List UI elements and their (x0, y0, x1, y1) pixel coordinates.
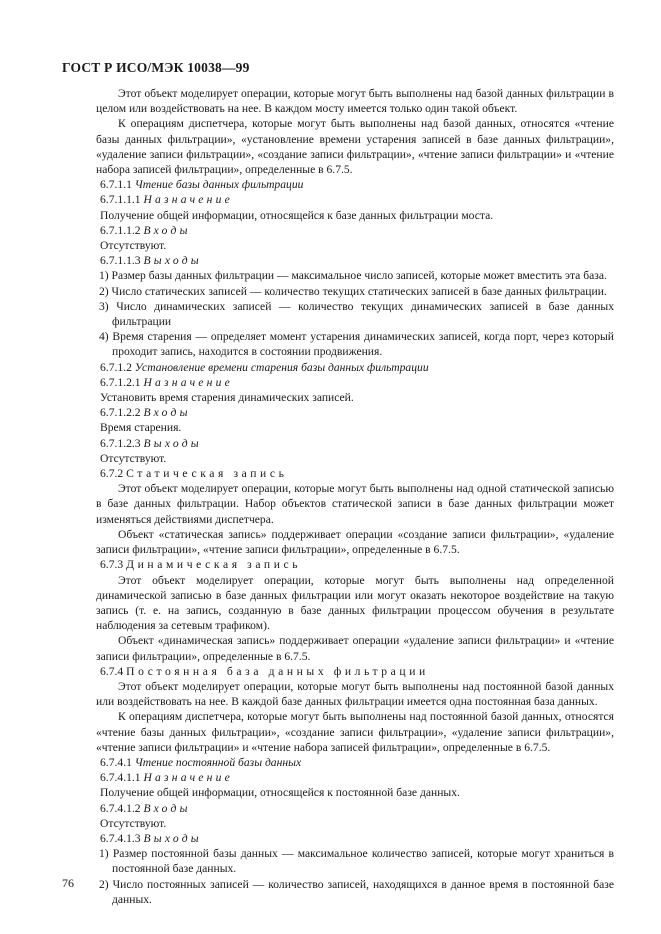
section-heading (96, 405, 614, 420)
list-item: 2) Число статических записей — количество текущих статических записей в базе данных фильтрации. (99, 284, 607, 298)
section-heading (96, 755, 614, 770)
section-number: 6.7.4.1.3 (100, 831, 141, 845)
list-item: 2) Число постоянных записей — количество записей, находящихся в данное время в постоянной базе данных. (99, 877, 614, 906)
paragraph: Время старения. (100, 421, 182, 435)
standard-header: ГОСТ Р ИСО/МЭК 10038—99 (62, 60, 250, 75)
section-number: 6.7.4.1.1 (100, 771, 141, 785)
section-heading (96, 177, 614, 192)
page-number: 76 (62, 876, 74, 890)
section-heading (96, 192, 614, 207)
section-number: 6.7.3 (100, 558, 124, 572)
section-number: 6.7.4.1 (100, 755, 132, 769)
section-number: 6.7.1.2 (100, 360, 132, 374)
section-title: Входы (143, 801, 191, 815)
section-number: 6.7.1.1.3 (100, 254, 141, 268)
paragraph: Отсутствуют. (100, 451, 167, 465)
section-title: Назначение (143, 771, 233, 785)
section-heading (96, 253, 614, 268)
section-heading (96, 664, 614, 679)
section-number: 6.7.2 (100, 467, 124, 481)
paragraph: К операциям диспетчера, которые могут быть выполнены над базой данных, относятся «чтение базы данных фильтрации», «установление времени устарения записей в базе данных фильтрации», «удаление записи фильтрации», «создание записи фильтрации», «чтение записи фильтрации» и «чтение набора записей фильтрации», определенные в 6.7.5. (96, 117, 614, 177)
paragraph: Объект «динамическая запись» поддерживает операции «удаление записи фильтрации» и «чтение записи фильтрации», определенные в 6.7.5. (96, 634, 614, 663)
section-heading (96, 770, 614, 785)
section-title: Выходы (143, 831, 202, 845)
list-item: 4) Время старения — определяет момент устарения динамических записей, когда порт, через который проходит запись, находится в состоянии продвижения. (99, 330, 614, 359)
section-heading (96, 223, 614, 238)
list-item: 3) Число динамических записей — количество текущих динамических записей в базе данных фильтрации (99, 299, 614, 329)
section-title: Выходы (143, 436, 202, 450)
paragraph: Этот объект моделирует операции, которые могут быть выполнены над одной статической записью в базе данных фильтрации. Набор объектов статической записи в базе данных фильтрации может изменяться действиями диспетчера. (96, 482, 614, 526)
section-heading (96, 360, 614, 375)
paragraph: Объект «статическая запись» поддерживает операции «создание записи фильтрации», «удаление записи фильтрации», «чтение записи фильтрации», определенные в 6.7.5. (96, 527, 614, 557)
section-title: Входы (143, 406, 191, 420)
section-number: 6.7.1.2.2 (100, 406, 141, 420)
section-heading (96, 466, 614, 481)
section-number: 6.7.1.2.1 (100, 375, 141, 389)
paragraph: Получение общей информации, относящейся к постоянной базе данных. (100, 786, 460, 800)
paragraph: Отсутствуют. (100, 239, 167, 253)
section-title: Чтение базы данных фильтрации (134, 178, 304, 192)
section-heading (96, 831, 614, 846)
section-heading (96, 375, 614, 390)
paragraph: Этот объект моделирует операции, которые могут быть выполнены над постоянной базой данных или воздействовать на нее. В каждой базе данных фильтрации имеется одна постоянная база данных. (96, 679, 614, 709)
section-heading (96, 436, 614, 451)
paragraph: Получение общей информации, относящейся к базе данных фильтрации моста. (100, 208, 494, 222)
section-title: Назначение (143, 375, 233, 389)
section-heading (96, 801, 614, 816)
section-number: 6.7.1.1.2 (100, 223, 141, 237)
section-number: 6.7.1.1.1 (100, 193, 141, 207)
section-title: Статическая запись (126, 467, 288, 481)
section-title: Динамическая запись (126, 558, 302, 572)
list-item: 1) Размер базы данных фильтрации — максимальное число записей, которые может вместить эта база. (99, 269, 607, 283)
section-title: Назначение (143, 193, 233, 207)
page-body (96, 86, 614, 907)
section-number: 6.7.1.2.3 (100, 436, 141, 450)
section-title: Чтение постоянной базы данных (134, 755, 302, 769)
section-number: 6.7.4.1.2 (100, 801, 141, 815)
section-title: Входы (143, 223, 191, 237)
section-heading (96, 557, 614, 572)
section-title: Выходы (143, 254, 202, 268)
section-title: Установление времени старения базы данных фильтрации (134, 360, 429, 374)
paragraph: Установить время старения динамических записей. (100, 391, 354, 405)
paragraph: Отсутствуют. (100, 816, 167, 830)
paragraph: Этот объект моделирует операции, которые могут быть выполнены над базой данных фильтрации в целом или воздействовать на нее. В каждом мосту имеется только один такой объект. (96, 87, 614, 116)
section-title: Постоянная база данных фильтрации (126, 664, 429, 678)
paragraph: Этот объект моделирует операции, которые могут быть выполнены над определенной динамической записью в базе данных фильтрации или могут оказать некоторое воздействие на такую запись (т. е. на запись, созданную в базе данных фильтрации процессом обучения в результате наблюдения за сетевым трафиком). (96, 573, 614, 633)
section-number: 6.7.4 (100, 664, 124, 678)
paragraph: К операциям диспетчера, которые могут быть выполнены над постоянной базой данных, относятся «чтение базы данных фильтрации», «создание записи фильтрации», «удаление записи фильтрации», «чтение записи фильтрации» и «чтение набора записей фильтрации», определенные в 6.7.5. (96, 710, 614, 754)
section-number: 6.7.1.1 (100, 178, 132, 192)
list-item: 1) Размер постоянной базы данных — максимальное количество записей, которые могут храниться в постоянной базе данных. (99, 847, 614, 876)
